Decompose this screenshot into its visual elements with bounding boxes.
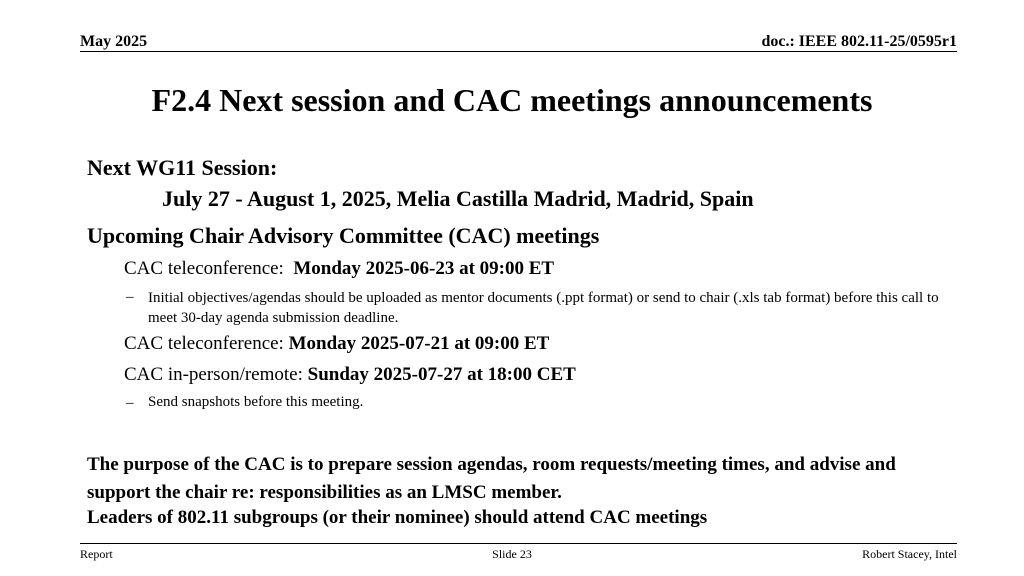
cac-meeting-2 [124, 333, 549, 355]
cac-meeting-1 [124, 258, 554, 280]
cac-meeting-3-note: Send snapshots before this meeting. [148, 394, 364, 410]
cac-heading: Upcoming Chair Advisory Committee (CAC) meetings [87, 223, 600, 248]
footer-divider [80, 543, 957, 544]
cac-purpose: The purpose of the CAC is to prepare session agendas, room requests/meeting times, and advise and support the chair re: responsibilities as an LMSC member. [87, 454, 896, 503]
cac-meeting-3 [124, 364, 576, 386]
cac-meeting-2-date: Monday 2025-07-21 at 09:00 ET [288, 333, 550, 354]
cac-meeting-1-date: Monday 2025-06-23 at 09:00 ET [293, 258, 555, 279]
footer-author: Robert Stacey, Intel [862, 547, 957, 561]
next-session-heading: Next WG11 Session: [87, 155, 278, 180]
cac-meeting-1-label: CAC teleconference: [124, 258, 284, 279]
header-doc-id: doc.: IEEE 802.11-25/0595r1 [761, 33, 957, 50]
cac-meeting-1-note: Initial objectives/agendas should be uploaded as mentor documents (.ppt format) or send to chair (.xls tab format) before this call to meet 30-day agenda submission deadline. [148, 290, 939, 326]
header-divider [80, 51, 957, 52]
cac-meeting-3-date: Sunday 2025-07-27 at 18:00 CET [307, 364, 576, 385]
cac-meeting-1-dash: – [126, 289, 134, 305]
cac-leaders-note: Leaders of 802.11 subgroups (or their nominee) should attend CAC meetings [87, 507, 708, 528]
cac-meeting-3-label: CAC in-person/remote: [124, 364, 303, 385]
cac-meeting-3-dash: – [126, 395, 134, 411]
cac-meeting-2-label: CAC teleconference: [124, 333, 284, 354]
footer-slide-number: Slide 23 [492, 547, 532, 561]
slide-title: F2.4 Next session and CAC meetings announcements [151, 82, 873, 118]
header-date: May 2025 [80, 33, 148, 50]
footer-left: Report [80, 547, 113, 561]
next-session-details: July 27 - August 1, 2025, Melia Castilla Madrid, Madrid, Spain [162, 186, 754, 211]
